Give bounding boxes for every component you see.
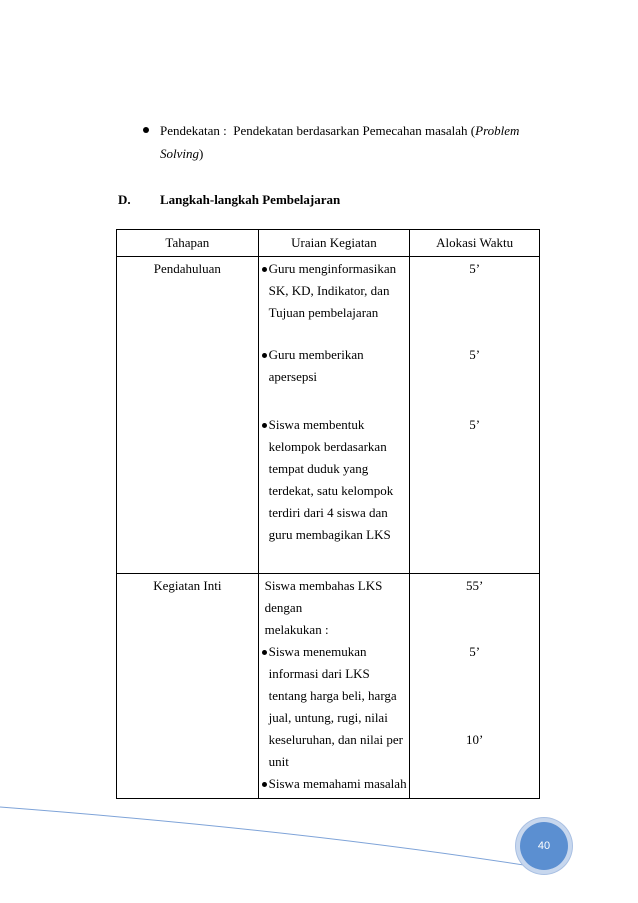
activity-line: Siswa menemukan	[268, 644, 367, 659]
time-value: 5’	[469, 644, 481, 659]
approach-line-1	[160, 123, 519, 139]
table-cell-stage	[117, 574, 259, 799]
stage-label: Kegiatan Inti	[153, 578, 222, 593]
bullet-icon	[262, 267, 267, 272]
activity-line: SK, KD, Indikator, dan	[268, 283, 390, 298]
table-cell-activity	[258, 257, 410, 574]
section-letter: D.	[118, 192, 131, 207]
stage-label: Pendahuluan	[153, 261, 221, 276]
approach-line-2	[160, 146, 203, 162]
table-row	[117, 574, 540, 799]
bullet-icon	[262, 353, 267, 358]
activity-line: Guru menginformasikan	[268, 261, 397, 276]
approach-italic-1: Problem	[475, 123, 520, 138]
bullet-icon	[143, 127, 149, 133]
activity-line: dengan	[264, 600, 303, 615]
approach-close: )	[199, 146, 204, 161]
activity-line: Siswa memahami masalah	[268, 776, 407, 791]
activity-line: keseluruhan, dan nilai per	[268, 732, 403, 747]
bullet-icon	[262, 423, 267, 428]
table-row	[117, 257, 540, 574]
table-header-row	[117, 230, 540, 257]
table-cell-time	[410, 257, 540, 574]
page-number: 40	[537, 840, 551, 852]
activity-line: kelompok berdasarkan	[268, 439, 387, 454]
activity-line: unit	[268, 754, 289, 769]
time-value: 10’	[465, 732, 484, 747]
activity-line: terdekat, satu kelompok	[268, 483, 394, 498]
activity-line: apersepsi	[268, 369, 318, 384]
bullet-icon	[262, 650, 267, 655]
header-time: Alokasi Waktu	[410, 230, 540, 257]
time-value: 55’	[465, 578, 484, 593]
time-value: 5’	[469, 261, 481, 276]
approach-label: Pendekatan :	[160, 123, 227, 138]
approach-italic-2: Solving	[160, 146, 199, 161]
activity-line: Siswa membahas LKS	[264, 578, 383, 593]
activity-line: tentang harga beli, harga	[268, 688, 397, 703]
activity-line: jual, untung, rugi, nilai	[268, 710, 388, 725]
activity-line: tempat duduk yang	[268, 461, 369, 476]
bullet-icon	[262, 782, 267, 787]
page-number-badge	[520, 822, 568, 870]
header-stage: Tahapan	[117, 230, 259, 257]
activity-line: Tujuan pembelajaran	[268, 305, 379, 320]
time-value: 5’	[469, 417, 481, 432]
approach-text: Pendekatan berdasarkan Pemecahan masalah (	[233, 123, 476, 138]
time-value: 5’	[469, 347, 481, 362]
learning-steps-table	[116, 229, 540, 799]
section-title: Langkah-langkah Pembelajaran	[160, 192, 341, 207]
table-cell-time	[410, 574, 540, 799]
activity-line: Guru memberikan	[268, 347, 364, 362]
activity-line: melakukan :	[264, 622, 329, 637]
activity-line: Siswa membentuk	[268, 417, 365, 432]
header-activity: Uraian Kegiatan	[258, 230, 410, 257]
table-cell-activity	[258, 574, 410, 799]
activity-line: informasi dari LKS	[268, 666, 370, 681]
activity-line: guru membagikan LKS	[268, 527, 391, 542]
activity-line: terdiri dari 4 siswa dan	[268, 505, 388, 520]
table-cell-stage	[117, 257, 259, 574]
